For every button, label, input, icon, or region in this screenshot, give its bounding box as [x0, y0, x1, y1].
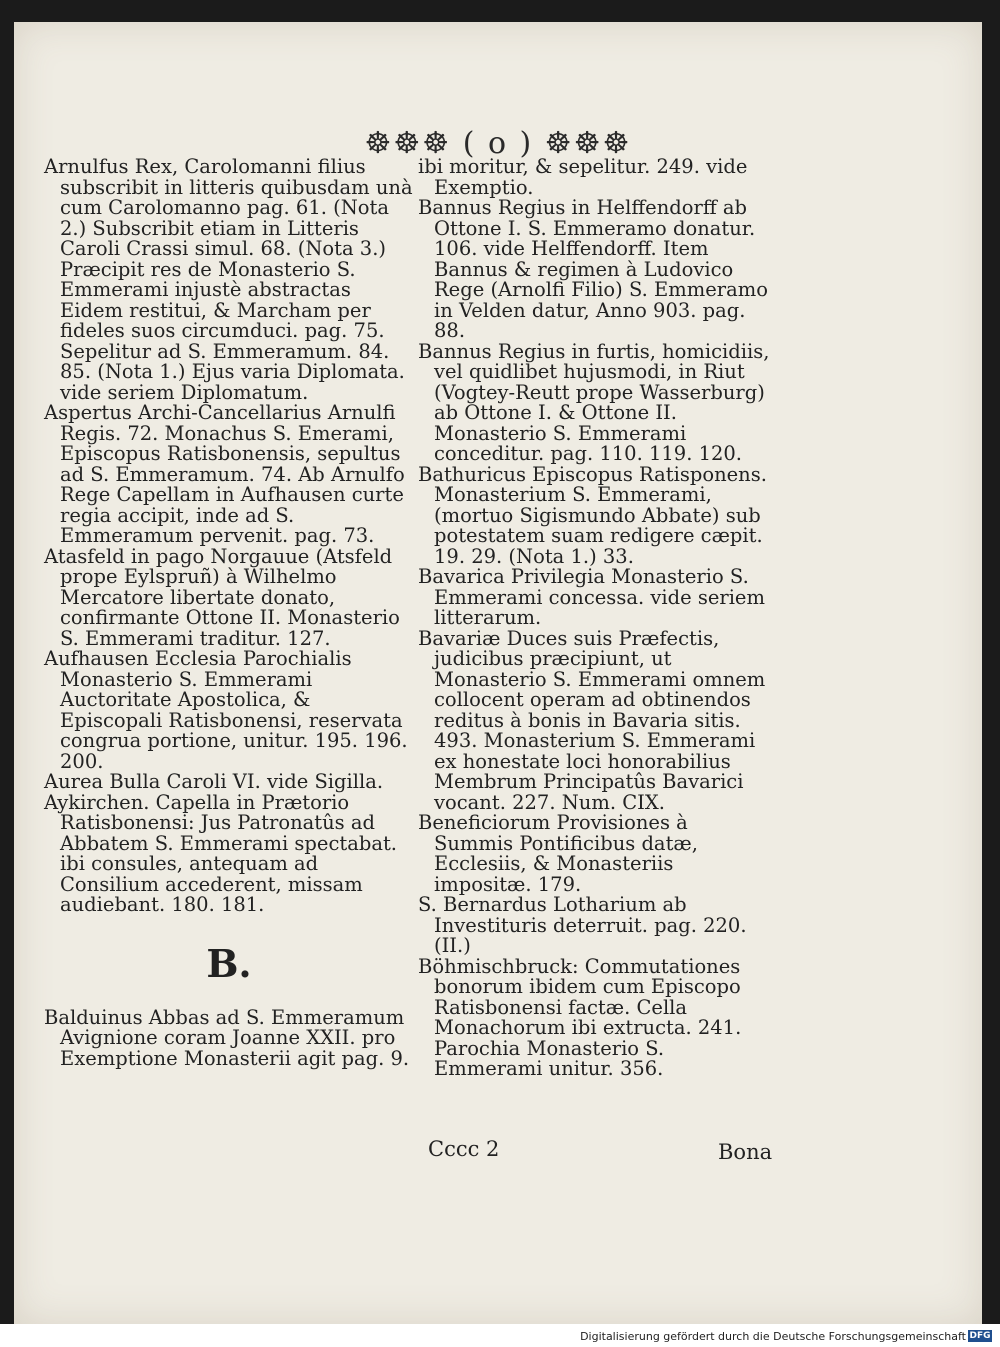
- index-entry: Beneficiorum Provisiones à Summis Pontificibus datæ, Ecclesiis, & Monasteriis impositæ. 179.: [418, 811, 698, 896]
- index-entry: S. Bernardus Lotharium ab Investituris deterruit. pag. 220. (II.): [418, 893, 747, 957]
- index-entry: Arnulfus Rex, Carolomanni filius subscribit in litteris quibusdam unà cum Carolomanno pag. 61. (Nota 2.) Subscribit etiam in Litteris Caroli Crassi simul. 68. (Nota 3.) Præcipit res de Monasterio S. Emmerami injustè abstractas Eidem restitui, & Marcham per fideles suos circumduci. pag. 75. Sepelitur ad S. Emmeramum. 84. 85. (Nota 1.) Ejus varia Diplomata. vide seriem Diplomatum.: [44, 155, 413, 404]
- index-entry: Aykirchen. Capella in Prætorio Ratisbonensi: Jus Patronatûs ad Abbatem S. Emmerami spectabat. ibi consules, antequam ad Consilium accederent, missam audiebant. 180. 181.: [44, 790, 397, 916]
- dfg-logo-icon: DFG: [969, 1331, 991, 1341]
- right-column: [418, 157, 773, 1080]
- index-entry: Aspertus Archi-Cancellarius Arnulfi Regis. 72. Monachus S. Emerami, Episcopus Ratisbonensis, sepultus ad S. Emmeramum. 74. Ab Arnulfo Rege Capellam in Aufhausen curte regia accipit, inde ad S. Emmeramum pervenit. pag. 73.: [44, 401, 405, 547]
- index-entry: Bannus Regius in Helffendorff ab Ottone I. S. Emmeramo donatur. 106. vide Helffendorff. Item Bannus & regimen à Ludovico Rege (Arnolfi Filio) S. Emmeramo in Velden datur, Anno 903. pag. 88.: [418, 196, 768, 342]
- index-entry: Balduinus Abbas ad S. Emmeramum Avignione coram Joanne XXII. pro Exemptione Monasterii agit pag. 9.: [44, 1005, 410, 1070]
- index-entry: Atasfeld in pago Norgauue (Atsfeld prope Eylspruñ) à Wilhelmo Mercatore libertate donato, confirmante Ottone II. Monasterio S. Emmerami traditur. 127.: [44, 544, 400, 650]
- signature-mark: Cccc 2: [428, 1137, 500, 1161]
- index-entry: Bavarica Privilegia Monasterio S. Emmerami concessa. vide seriem litterarum.: [418, 565, 765, 629]
- index-entry: Böhmischbruck: Commutationes bonorum ibidem cum Episcopo Ratisbonensi factæ. Cella Monachorum ibi extructa. 241. Parochia Monasterio S. Emmerami unitur. 356.: [418, 954, 742, 1080]
- index-entry: Bavariæ Duces suis Præfectis, judicibus præcipiunt, ut Monasterio S. Emmerami omnem collocent operam ad obtinendos reditus à bonis in Bavaria sitis. 493. Monasterium S. Emmerami ex honestate loci honorabilius Membrum Principatûs Bavarici vocant. 227. Num. CIX.: [418, 626, 766, 814]
- section-letter: B.: [206, 940, 252, 986]
- index-entry: ibi moritur, & sepelitur. 249. vide Exemptio.: [418, 155, 748, 199]
- digitization-credit: Digitalisierung gefördert durch die Deutsche Forschungsgemeinschaft: [580, 1330, 966, 1343]
- book-page: [14, 22, 982, 1324]
- left-column: [44, 157, 414, 1069]
- index-entry: Aurea Bulla Caroli VI. vide Sigilla.: [44, 770, 384, 793]
- index-entry: Bathuricus Episcopus Ratisponens. Monasterium S. Emmerami, (mortuo Sigismundo Abbate) sub potestatem suam redigere cæpit. 19. 29. (Nota 1.) 33.: [418, 462, 767, 568]
- page-header-ornament: ☸☸☸ ( o ) ☸☸☸: [364, 126, 632, 161]
- index-entry: Aufhausen Ecclesia Parochialis Monasterio S. Emmerami Auctoritate Apostolica, & Episcopali Ratisbonensi, reservata congrua portione, unitur. 195. 196. 200.: [44, 647, 408, 773]
- catchword: Bona: [718, 1140, 773, 1164]
- index-entry: Bannus Regius in furtis, homicidiis, vel quidlibet hujusmodi, in Riut (Vogtey-Reutt prope Wasserburg) ab Ottone I. & Ottone II. Monasterio S. Emmerami conceditur. pag. 110. 119. 120.: [418, 339, 770, 465]
